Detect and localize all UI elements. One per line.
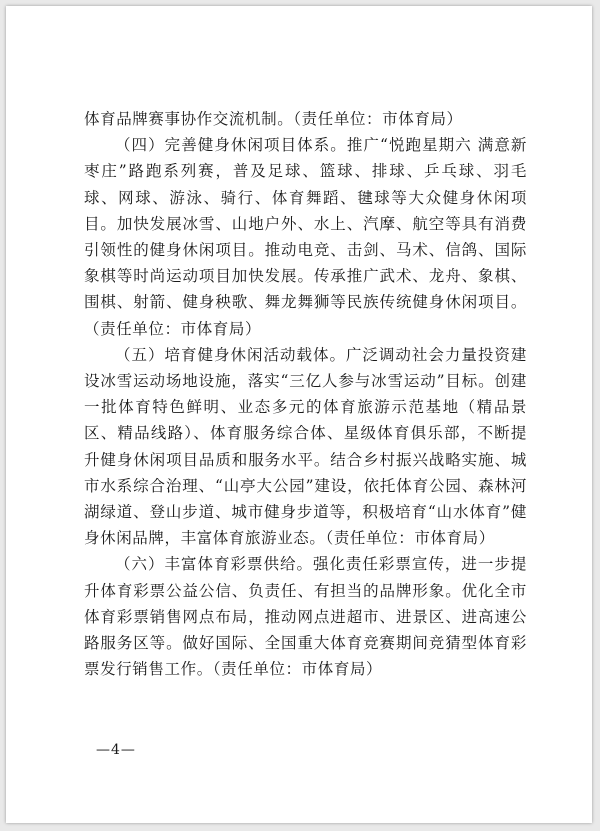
paragraph-section-6: （六）丰富体育彩票供给。强化责任彩票宣传，进一步提升体育彩票公益公信、负责任、有担当的品牌形象。优化全市体育彩票销售网点布局，推动网点进超市、进景区、进高速公路服务区等。做好国际、全国重大体育竞赛期间竞猜型体育彩票发行销售工作。（责任单位：市体育局） bbox=[84, 555, 527, 679]
page-number: —4— bbox=[96, 742, 136, 758]
paragraph-section-5: （五）培育健身休闲活动载体。广泛调动社会力量投资建设冰雪运动场地设施，落实“三亿人参与冰雪运动”目标。创建一批体育特色鲜明、业态多元的体育旅游示范基地（精品景区、精品线路）、体育服务综合体、星级体育俱乐部，不断提升健身休闲项目品质和服务水平。结合乡村振兴战略实施、城市水系综合治理、“山亭大公园”建设，依托体育公园、森林河湖绿道、登山步道、城市健身步道等，积极培育“山水体育”健身休闲品牌，丰富体育旅游业态。（责任单位：市体育局） bbox=[84, 345, 527, 548]
document-page bbox=[6, 6, 592, 823]
document-body bbox=[84, 106, 527, 682]
paragraph-section-4: （四）完善健身休闲项目体系。推广“悦跑星期六 满意新枣庄”路跑系列赛，普及足球、篮球、排球、乒乓球、羽毛球、网球、游泳、骑行、体育舞蹈、毽球等大众健身休闲项目。加快发展冰雪、山地户外、水上、汽摩、航空等具有消费引领性的健身休闲项目。推动电竞、击剑、马术、信鸽、国际象棋等时尚运动项目加快发展。传承推广武术、龙舟、象棋、围棋、射箭、健身秧歌、舞龙舞狮等民族传统健身休闲项目。（责任单位：市体育局） bbox=[84, 136, 527, 338]
paragraph-continuation: 体育品牌赛事协作交流机制。（责任单位：市体育局） bbox=[84, 110, 463, 128]
